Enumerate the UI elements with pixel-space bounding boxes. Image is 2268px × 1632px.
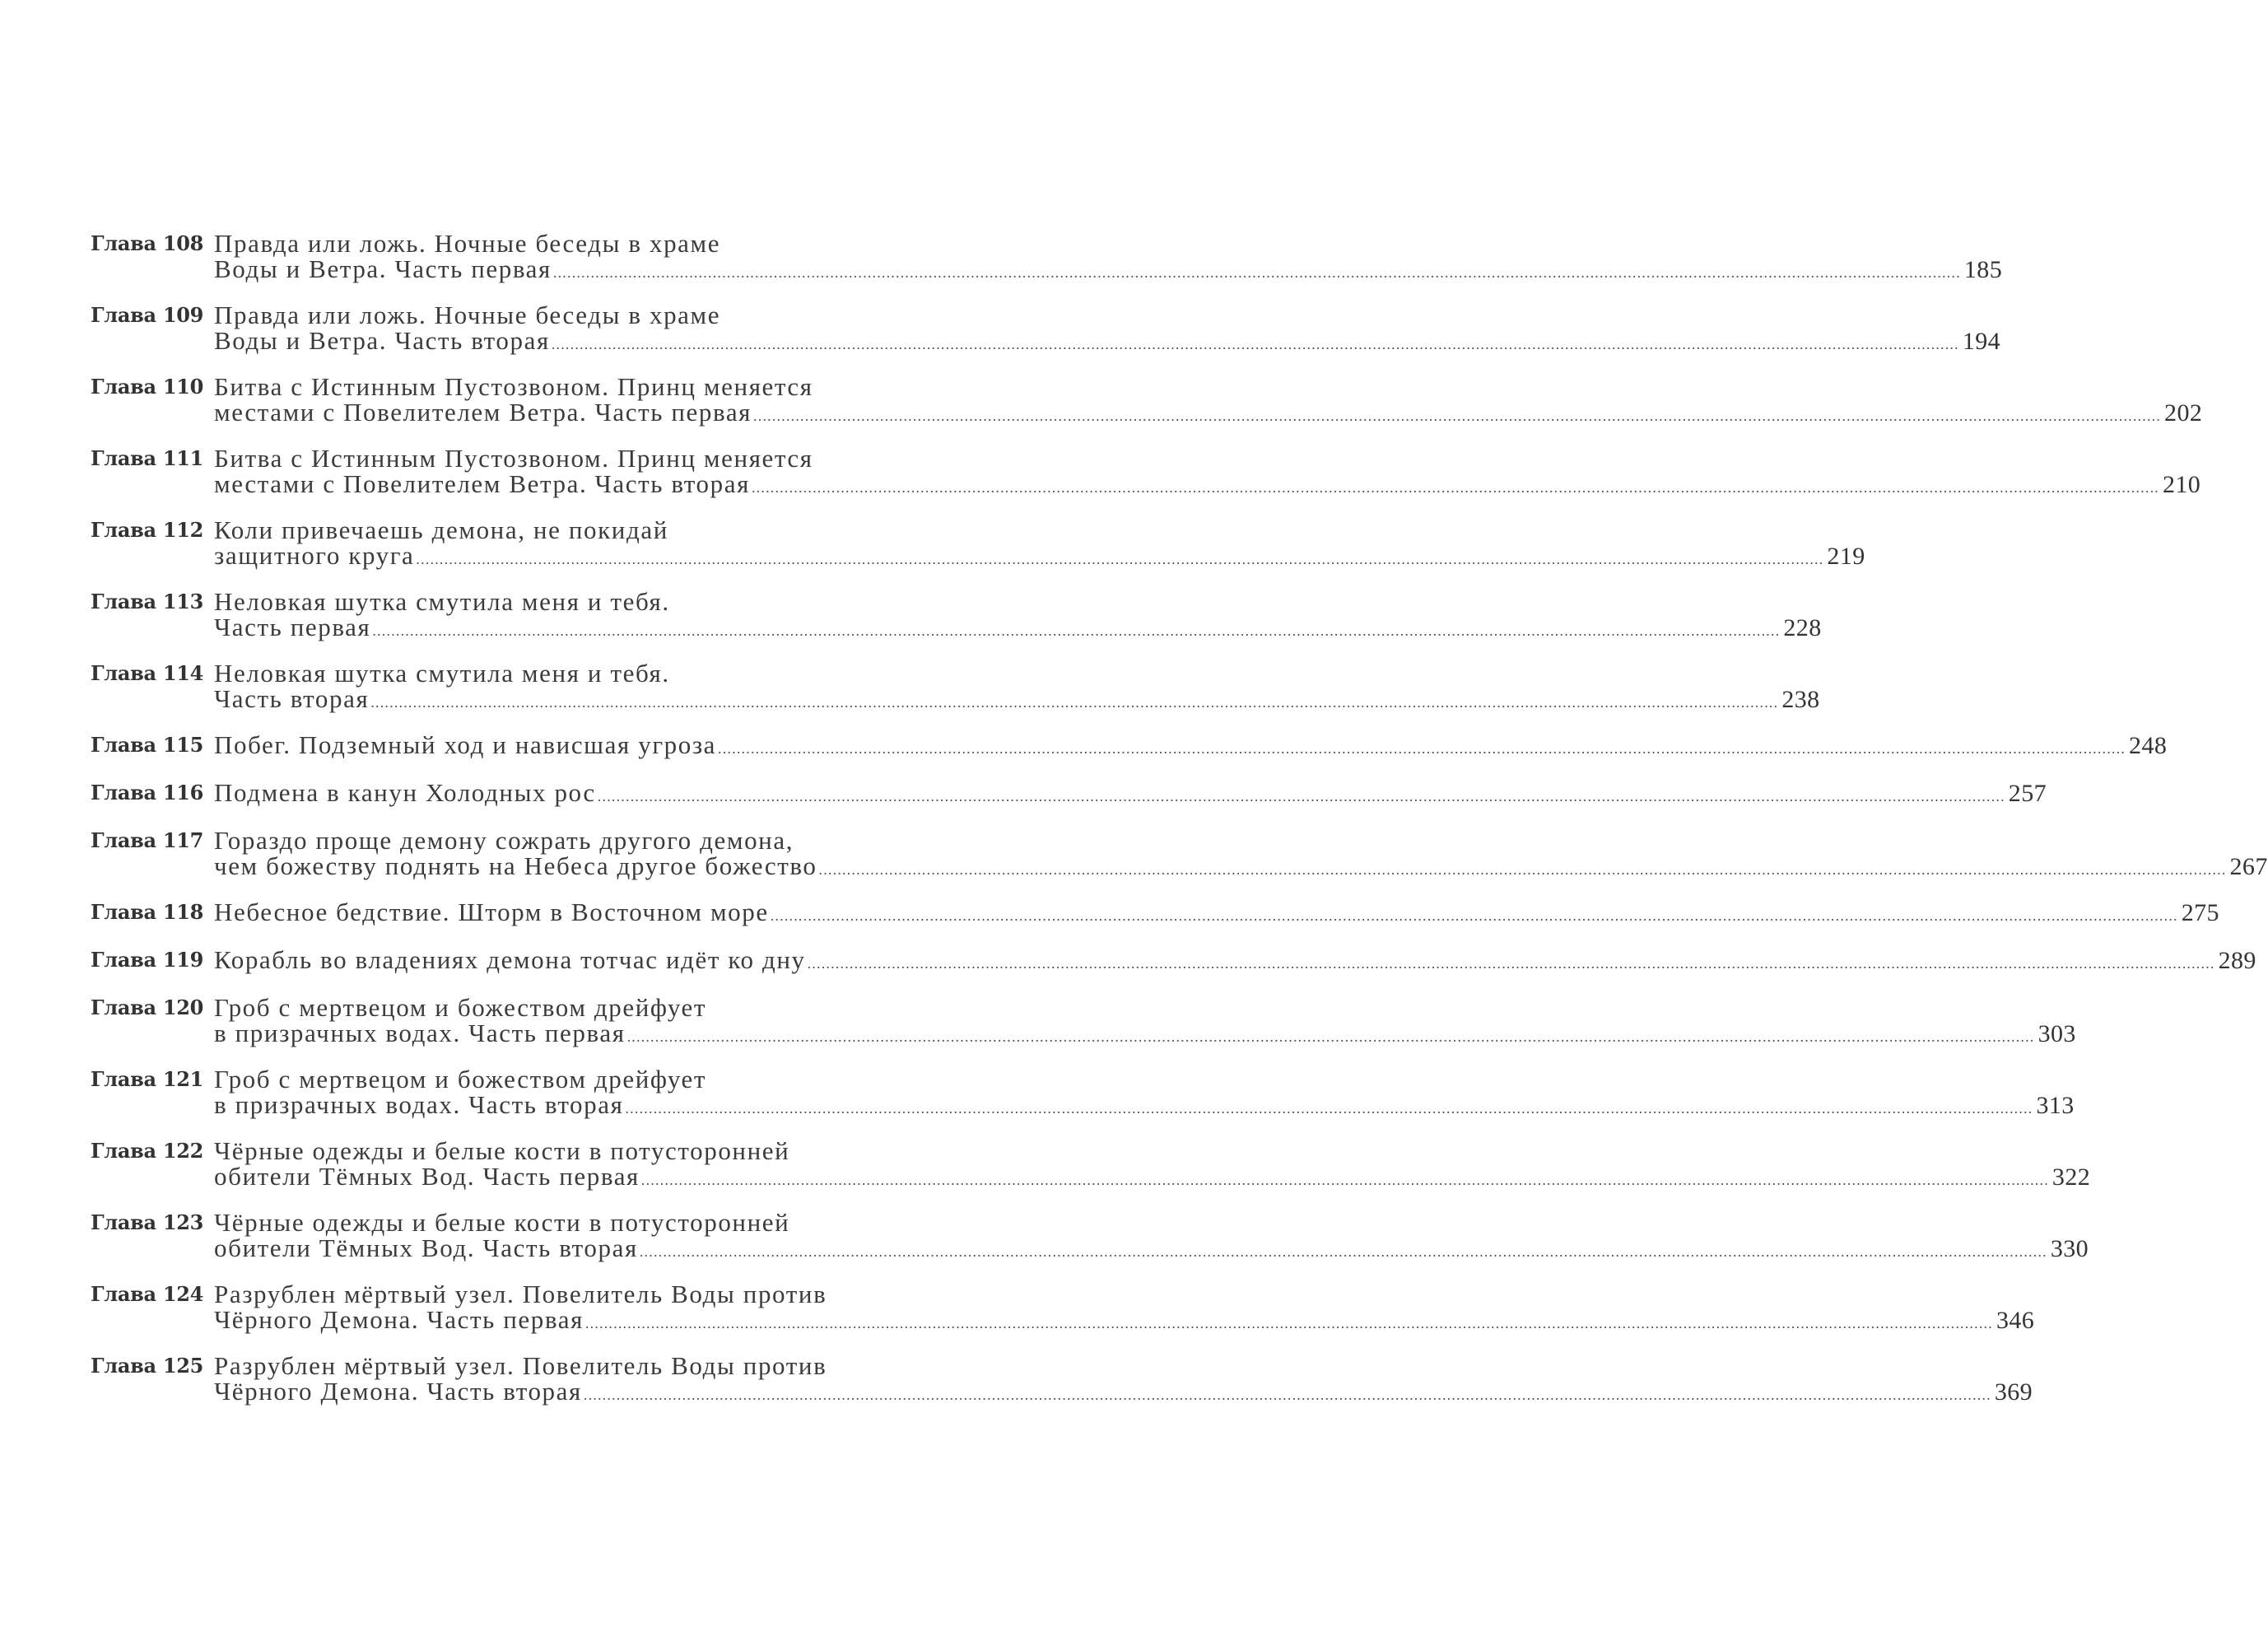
page-number: 330 — [2050, 1235, 2089, 1262]
page-number: 210 — [2162, 471, 2201, 498]
chapter-title-text: местами с Повелителем Ветра. Часть вторая — [214, 469, 750, 498]
chapter-title-text: Чёрные одежды и белые кости в потусторонней — [214, 1208, 790, 1237]
chapter-title-line — [214, 730, 2168, 762]
chapter-title — [214, 515, 1865, 572]
page-number: 248 — [2129, 732, 2168, 759]
chapter-title-line — [214, 254, 2003, 286]
chapter-number: Глава 108 — [91, 231, 204, 255]
chapter-title — [214, 372, 2203, 429]
chapter-number: Глава 125 — [91, 1354, 204, 1378]
chapter-title-text: Правда или ложь. Ночные беседы в храме — [214, 229, 721, 258]
page-number: 369 — [1994, 1378, 2033, 1406]
chapter-title-text: Небесное бедствие. Шторм в Восточном море — [214, 898, 769, 926]
chapter-number: Глава 110 — [91, 375, 204, 399]
chapter-title-line — [214, 613, 1822, 644]
chapter-title-text: Корабль во владениях демона тотчас идёт ко дну — [214, 945, 806, 974]
toc-entry — [91, 229, 2003, 301]
chapter-title-text: Часть вторая — [214, 684, 370, 713]
chapter-title-line — [214, 1066, 906, 1092]
chapter-number: Глава 124 — [91, 1282, 204, 1306]
toc-entry — [91, 301, 2001, 373]
dot-leader: ............................................................................................................................................................................................................................................................................................................ — [597, 788, 2005, 804]
page-number: 303 — [2037, 1020, 2076, 1047]
chapter-title-line — [214, 1138, 906, 1163]
chapter-title-line — [214, 778, 2047, 809]
chapter-title-line — [214, 945, 2256, 977]
toc-entry — [91, 1065, 2075, 1137]
dot-leader: ............................................................................................................................................................................................................................................................................................................ — [807, 955, 2215, 972]
chapter-title-line — [214, 398, 2203, 429]
dot-leader: ............................................................................................................................................................................................................................................................................................................ — [370, 694, 1779, 711]
chapter-title-text: чем божеству поднять на Небеса другое божество — [214, 851, 817, 880]
toc-entry — [91, 826, 2268, 898]
chapter-title-line — [214, 1353, 906, 1378]
toc-entry — [91, 444, 2201, 516]
toc-entry — [91, 1351, 2033, 1424]
chapter-title-line — [214, 231, 906, 256]
dot-leader: ............................................................................................................................................................................................................................................................................................................ — [626, 1028, 2035, 1045]
chapter-number: Глава 109 — [91, 303, 204, 327]
chapter-title-text: Часть первая — [214, 613, 371, 641]
page-number: 185 — [1963, 256, 2003, 283]
chapter-title — [214, 993, 2076, 1050]
dot-leader: ............................................................................................................................................................................................................................................................................................................ — [718, 740, 2126, 757]
page-number: 202 — [2164, 399, 2203, 427]
chapter-title-line — [214, 828, 906, 853]
chapter-title-line — [214, 589, 906, 614]
chapter-title-text: в призрачных водах. Часть вторая — [214, 1090, 624, 1119]
dot-leader: ............................................................................................................................................................................................................................................................................................................ — [770, 907, 2178, 924]
chapter-title-text: обители Тёмных Вод. Часть первая — [214, 1162, 640, 1191]
chapter-number: Глава 123 — [91, 1210, 204, 1234]
chapter-title-text: Битва с Истинным Пустозвоном. Принц меняется — [214, 444, 813, 473]
dot-leader: ............................................................................................................................................................................................................................................................................................................ — [551, 336, 1959, 352]
page-number: 313 — [2036, 1092, 2075, 1119]
chapter-title — [214, 659, 1820, 716]
chapter-title — [214, 444, 2201, 501]
toc-entry — [91, 898, 2219, 947]
chapter-title-line — [214, 1305, 2035, 1336]
chapter-number: Глава 119 — [91, 948, 204, 972]
toc-entry — [91, 515, 1865, 588]
chapter-title — [214, 229, 2003, 286]
toc-entry — [91, 778, 2047, 828]
dot-leader: ............................................................................................................................................................................................................................................................................................................ — [552, 264, 1961, 281]
dot-leader: ............................................................................................................................................................................................................................................................................................................ — [818, 861, 2227, 878]
chapter-title-text: Чёрного Демона. Часть вторая — [214, 1377, 582, 1406]
page-number: 238 — [1781, 686, 1820, 713]
chapter-number: Глава 114 — [91, 661, 204, 685]
chapter-title-text: Разрублен мёртвый узел. Повелитель Воды против — [214, 1351, 827, 1380]
toc-entry — [91, 1280, 2035, 1352]
chapter-title-line — [214, 1210, 906, 1235]
chapter-title — [214, 301, 2001, 357]
chapter-title — [214, 730, 2168, 762]
dot-leader: ............................................................................................................................................................................................................................................................................................................ — [753, 408, 2162, 424]
chapter-title-text: Побег. Подземный ход и нависшая угроза — [214, 730, 717, 759]
chapter-number: Глава 117 — [91, 828, 204, 852]
chapter-title — [214, 1280, 2035, 1336]
chapter-number: Глава 113 — [91, 590, 204, 613]
toc-entry — [91, 659, 1820, 731]
toc-entry — [91, 993, 2076, 1065]
toc-entry — [91, 730, 2168, 780]
dot-leader: ............................................................................................................................................................................................................................................................................................................ — [640, 1172, 2049, 1188]
chapter-title-text: в призрачных водах. Часть первая — [214, 1019, 626, 1047]
toc-entry — [91, 1136, 2091, 1209]
dot-leader: ............................................................................................................................................................................................................................................................................................................ — [625, 1100, 2033, 1117]
page-number: 194 — [1962, 328, 2001, 355]
chapter-title-line — [214, 326, 2001, 357]
chapter-number: Глава 112 — [91, 518, 204, 542]
chapter-number: Глава 116 — [91, 781, 204, 804]
chapter-number: Глава 122 — [91, 1139, 204, 1163]
chapter-title-line — [214, 851, 2268, 883]
chapter-title-line — [214, 445, 906, 471]
chapter-title-text: обители Тёмных Вод. Часть вторая — [214, 1233, 638, 1262]
chapter-title-line — [214, 995, 906, 1020]
chapter-title-text: Гроб с мертвецом и божеством дрейфует — [214, 1065, 707, 1093]
chapter-title — [214, 1351, 2033, 1408]
chapter-title — [214, 898, 2219, 929]
chapter-title-text: защитного круга — [214, 541, 415, 570]
chapter-title-line — [214, 1162, 2091, 1193]
toc-entry — [91, 372, 2203, 445]
chapter-number: Глава 121 — [91, 1067, 204, 1091]
chapter-title-line — [214, 684, 1820, 716]
chapter-title — [214, 1136, 2091, 1193]
chapter-title-text: Чёрные одежды и белые кости в потусторонней — [214, 1136, 790, 1165]
chapter-title-text: Подмена в канун Холодных рос — [214, 778, 596, 807]
chapter-number: Глава 120 — [91, 996, 204, 1019]
chapter-title-text: местами с Повелителем Ветра. Часть первая — [214, 398, 752, 427]
page-number: 275 — [2181, 899, 2219, 926]
chapter-title-line — [214, 1019, 2076, 1050]
chapter-title-line — [214, 1090, 2075, 1121]
page-number: 267 — [2229, 853, 2268, 880]
page-number: 289 — [2218, 947, 2256, 974]
page-number: 219 — [1827, 543, 1865, 570]
chapter-title-line — [214, 1281, 906, 1307]
chapter-title-text: Разрублен мёртвый узел. Повелитель Воды против — [214, 1280, 827, 1308]
chapter-number: Глава 115 — [91, 733, 204, 757]
dot-leader: ............................................................................................................................................................................................................................................................................................................ — [751, 479, 2159, 496]
chapter-title-text: Гроб с мертвецом и божеством дрейфует — [214, 993, 707, 1022]
chapter-title-line — [214, 898, 2219, 929]
chapter-title — [214, 587, 1822, 644]
chapter-title-text: Воды и Ветра. Часть вторая — [214, 326, 550, 355]
table-of-contents — [91, 229, 2268, 1425]
chapter-title — [214, 826, 2268, 883]
chapter-title-text: Гораздо проще демону сожрать другого демона, — [214, 826, 794, 855]
page-number: 322 — [2051, 1163, 2091, 1191]
chapter-title — [214, 945, 2256, 977]
chapter-number: Глава 118 — [91, 900, 204, 924]
dot-leader: ............................................................................................................................................................................................................................................................................................................ — [416, 551, 1824, 567]
page-number: 228 — [1783, 614, 1822, 641]
chapter-title — [214, 778, 2047, 809]
chapter-title-text: Чёрного Демона. Часть первая — [214, 1305, 584, 1334]
chapter-title-line — [214, 302, 906, 328]
toc-entry — [91, 587, 1822, 660]
chapter-title — [214, 1208, 2089, 1265]
chapter-title-text: Коли привечаешь демона, не покидай — [214, 515, 668, 544]
page-number: 257 — [2008, 780, 2047, 807]
chapter-title-line — [214, 517, 906, 543]
chapter-title-line — [214, 374, 906, 399]
chapter-title-text: Неловкая шутка смутила меня и тебя. — [214, 587, 670, 616]
chapter-title-line — [214, 469, 2201, 501]
toc-entry — [91, 1208, 2089, 1280]
chapter-title-text: Неловкая шутка смутила меня и тебя. — [214, 659, 670, 688]
toc-entry — [91, 945, 2256, 995]
dot-leader: ............................................................................................................................................................................................................................................................................................................ — [583, 1387, 1991, 1403]
dot-leader: ............................................................................................................................................................................................................................................................................................................ — [372, 622, 1781, 639]
chapter-title-text: Воды и Ветра. Часть первая — [214, 254, 552, 283]
chapter-title-line — [214, 660, 906, 686]
chapter-number: Глава 111 — [91, 446, 204, 470]
dot-leader: ............................................................................................................................................................................................................................................................................................................ — [639, 1243, 2047, 1260]
chapter-title-line — [214, 1233, 2089, 1265]
chapter-title-text: Битва с Истинным Пустозвоном. Принц меняется — [214, 372, 813, 401]
chapter-title — [214, 1065, 2075, 1121]
chapter-title-line — [214, 541, 1865, 572]
page-number: 346 — [1996, 1307, 2035, 1334]
chapter-title-line — [214, 1377, 2033, 1408]
dot-leader: ............................................................................................................................................................................................................................................................................................................ — [584, 1315, 1993, 1331]
chapter-title-text: Правда или ложь. Ночные беседы в храме — [214, 301, 721, 329]
